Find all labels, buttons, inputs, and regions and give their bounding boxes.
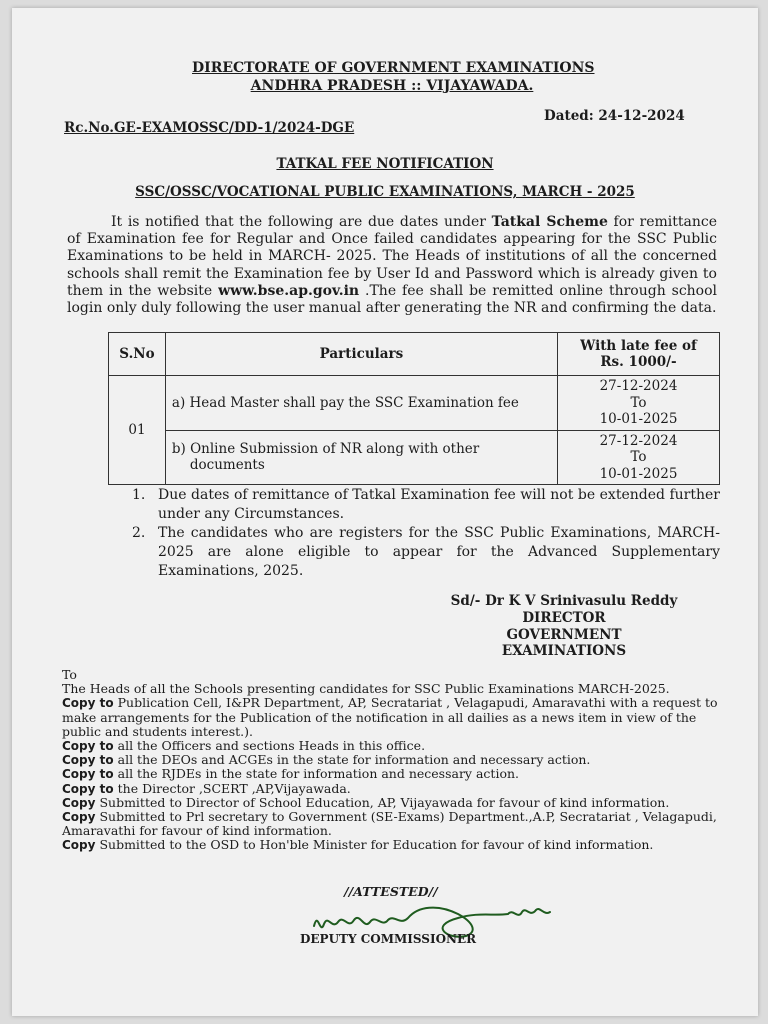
list-item [62, 696, 722, 739]
signatory-name: Sd/- Dr K V Srinivasulu Reddy [450, 593, 678, 609]
distribution-list [62, 668, 722, 853]
list-item [62, 796, 722, 810]
copy-label: Copy to [62, 753, 114, 768]
deputy-commissioner: DEPUTY COMMISSIONER [300, 932, 477, 946]
date-to: 10-01-2025 [599, 411, 678, 427]
notification-title: TATKAL FEE NOTIFICATION [276, 156, 494, 172]
header-line-1: DIRECTORATE OF GOVERNMENT EXAMINATIONS [192, 60, 595, 76]
body-part-2: for remittance of Examination fee for Regular and Once failed candidates appearing for the SSC Public Examinations to be held in MARCH- 2025. The Heads of institutions of all the concerned schools shall remit the Examination fee by User Id and Password which is already given to them in the website [67, 214, 717, 299]
header-particulars: Particulars [165, 333, 557, 376]
date-to-word: To [630, 394, 647, 411]
table-row [109, 376, 720, 431]
website-link: www.bse.ap.gov.in [218, 282, 360, 299]
copy-label: Copy to [62, 781, 114, 796]
copy-text: the Director ,SCERT ,AP,Vijayawada. [117, 780, 351, 796]
scheme-name: Tatkal Scheme [491, 214, 608, 230]
list-item [62, 753, 722, 767]
table-header-row [109, 333, 720, 376]
header-line-2: ANDHRA PRADESH :: VIJAYAWADA. [250, 78, 534, 94]
list-item [62, 739, 722, 753]
recipient-heads: The Heads of all the Schools presenting candidates for SSC Public Examinations MARCH-2025. [62, 681, 670, 697]
signatory-designation: DIRECTOR [522, 610, 606, 626]
header-sno: S.No [109, 333, 166, 376]
list-item [62, 838, 722, 852]
copy-label: Copy [62, 795, 96, 810]
copy-label: Copy [62, 810, 96, 825]
copy-text: all the RJDEs in the state for information and necessary action. [117, 766, 519, 782]
attested-label: //ATTESTED// [344, 884, 438, 899]
header-late-fee-line-1: With late fee of [580, 337, 697, 354]
copy-label: Copy [62, 838, 96, 853]
notification-page [12, 8, 758, 1016]
body-part-1: It is notified that the following are due dates under [111, 214, 492, 230]
header-late-fee-line-2: Rs. 1000/- [600, 354, 677, 370]
list-item [62, 810, 722, 838]
copy-text: all the DEOs and ACGEs in the state for information and necessary action. [117, 752, 591, 768]
copy-text: Submitted to Prl secretary to Government (SE-Exams) Department.,A.P, Secratariat , Velagapudi, Amaravathi for favour of kind information. [62, 809, 717, 839]
row-particular-line-2: documents [189, 457, 265, 474]
row-sno: 01 [109, 376, 166, 485]
date-from: 27-12-2024 [599, 432, 678, 449]
row-particular-line-1: b) Online Submission of NR along with other [171, 441, 480, 458]
date-from: 27-12-2024 [599, 378, 678, 394]
body-paragraph [67, 214, 717, 317]
note-number: 1. [132, 487, 146, 503]
reference-number: Rc.No.GE-EXAMOSSC/DD-1/2024-DGE [64, 120, 355, 136]
note-text: The candidates who are registers for the SSC Public Examinations, MARCH-2025 are alone eligible to appear for the Advanced Supplementary Examinations, 2025. [158, 525, 720, 579]
copy-text: Submitted to Director of School Education, AP, Vijayawada for favour of kind information. [99, 794, 670, 810]
to-label: To [62, 667, 77, 682]
header-late-fee [558, 333, 720, 376]
list-item [132, 486, 720, 524]
notes-list [132, 486, 720, 581]
copy-label: Copy to [62, 739, 114, 754]
row-particular [165, 430, 557, 485]
row-dates [558, 430, 720, 485]
list-item [132, 524, 720, 581]
copy-text: Submitted to the OSD to Hon'ble Minister for Education for favour of kind information. [99, 837, 654, 853]
fee-table [108, 332, 720, 485]
note-text: Due dates of remittance of Tatkal Examination fee will not be extended further under any Circumstances. [158, 487, 720, 522]
date-to: 10-01-2025 [599, 465, 678, 482]
row-dates [558, 376, 720, 431]
copy-text: all the Officers and sections Heads in this office. [117, 738, 426, 754]
table-row [109, 430, 720, 485]
date-to-word: To [630, 449, 647, 465]
row-particular: a) Head Master shall pay the SSC Examination fee [165, 376, 557, 431]
note-number: 2. [132, 525, 146, 541]
copy-text: Publication Cell, I&PR Department, AP, Secratariat , Velagapudi, Amaravathi with a request to make arrangements for the Publication of the notification in all dailies as a news item in view of the public and students interest.). [62, 695, 718, 739]
copy-label: Copy to [62, 696, 114, 711]
list-item [62, 782, 722, 796]
dated: Dated: 24-12-2024 [544, 108, 685, 124]
copy-label: Copy to [62, 767, 114, 782]
list-item [62, 767, 722, 781]
body-part-3: .The fee shall be remitted online through school login only duly following the user manual after generating the NR and confirming the data. [67, 282, 718, 317]
signatory-department: GOVERNMENT EXAMINATIONS [501, 627, 627, 659]
examination-title: SSC/OSSC/VOCATIONAL PUBLIC EXAMINATIONS, MARCH - 2025 [135, 184, 635, 200]
